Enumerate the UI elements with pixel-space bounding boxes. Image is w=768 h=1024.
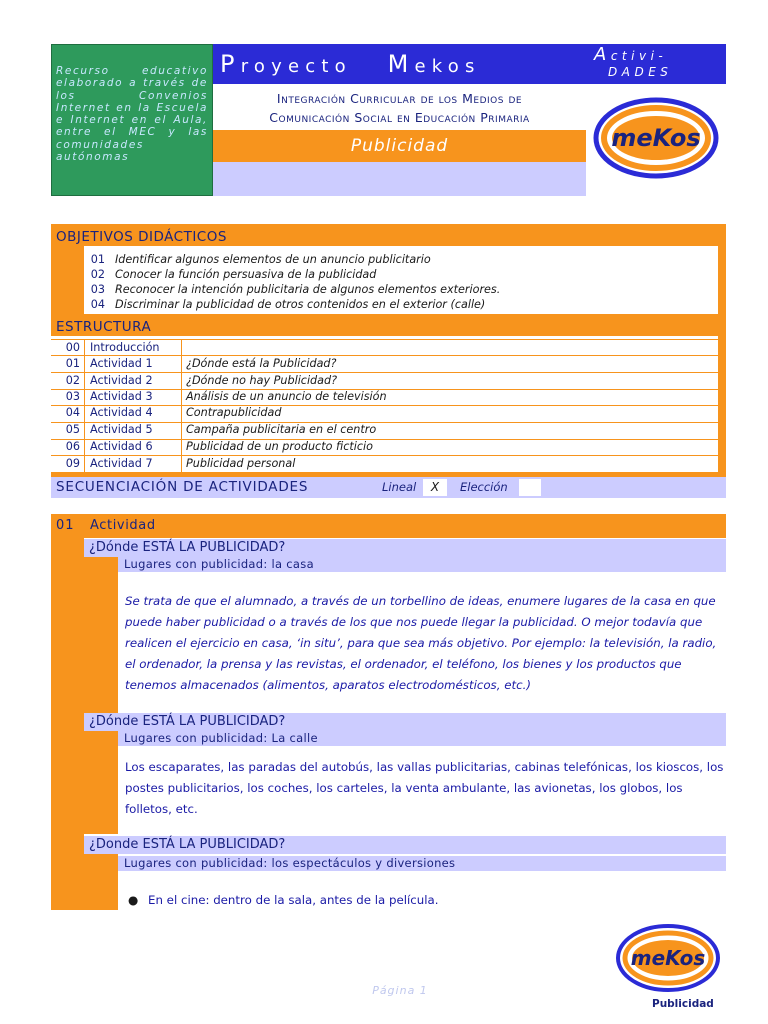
objetivo-row: 02 Conocer la función persuasiva de la publicidad (90, 268, 377, 281)
estructura-row: 03 Actividad 3 Análisis de un anuncio de televisión (65, 390, 387, 403)
estructura-row: 01 Actividad 1 ¿Dónde está la Publicidad? (65, 357, 337, 370)
actividad-title: Actividad (90, 518, 156, 533)
bullet-item (128, 891, 718, 909)
actividad-header (51, 514, 726, 538)
lineal-checkbox[interactable]: X (423, 479, 447, 496)
question-bar: ¿Dónde ESTÁ LA PUBLICIDAD? (84, 539, 726, 557)
svg-text:meKos: meKos (630, 946, 706, 970)
mekos-logo-icon (586, 84, 726, 196)
actividad-num: 01 (56, 518, 75, 533)
objetivo-row: 03 Reconocer la intención publicitaria de algunos elementos exteriores. (90, 283, 501, 296)
estructura-row: 04 Actividad 4 Contrapublicidad (65, 406, 282, 419)
bullet-text: En el cine: dentro de la sala, antes de la película. (148, 893, 439, 907)
sub-bar: Lugares con publicidad: los espectáculos y diversiones (118, 856, 726, 871)
actividad-side-bar (51, 538, 84, 910)
question-bar: ¿Dónde ESTÁ LA PUBLICIDAD? (84, 713, 726, 731)
header-lavender-strip (213, 162, 586, 196)
sub-bar: Lugares con publicidad: La calle (118, 731, 726, 746)
bullet-dot-icon: ● (128, 893, 139, 907)
subtitle-line-1: Integración Curricular de los Medios de (276, 91, 523, 106)
topic-title: Publicidad (213, 130, 586, 162)
objetivo-row: 01 Identificar algunos elementos de un anuncio publicitario (90, 253, 431, 266)
secuenciacion-bar (51, 477, 726, 498)
objetivos-header: OBJETIVOS DIDÁCTICOS (51, 224, 726, 246)
secuenciacion-title: SECUENCIACIÓN DE ACTIVIDADES (56, 479, 309, 495)
question-bar: ¿Donde ESTÁ LA PUBLICIDAD? (84, 836, 726, 854)
header-info-box (51, 44, 213, 196)
project-subtitle (213, 84, 586, 130)
mekos-logo-header (586, 84, 726, 196)
sub-bar: Lugares con publicidad: la casa (118, 557, 726, 572)
actividad-inner-side-2 (84, 730, 118, 834)
actividad-inner-side-3 (84, 854, 118, 910)
actividad-inner-side-1 (84, 555, 118, 713)
svg-text:meKos: meKos (611, 124, 701, 152)
estructura-row: 09 Actividad 7 Publicidad personal (65, 457, 296, 470)
estructura-header: ESTRUCTURA (51, 314, 726, 336)
project-title: Proyecto Mekos (220, 50, 481, 78)
estructura-row: 02 Actividad 2 ¿Dónde no hay Publicidad? (65, 374, 338, 387)
block-text: Se trata de que el alumnado, a través de un torbellino de ideas, enumere lugares de la casa en que puede haber publicidad o a través de los que nos puede llegar la publicidad. O mejor todavía que realicen el ejercicio en casa, ‘in situ’, para que sea más objetivo. Por ejemplo: la televisión, la radio, el ordenador, la prensa y las revistas, el ordenador, el teléfono, los bienes y los productos que tenemos almacenados (alimentos, aparatos electrodomésticos, etc.) (125, 594, 717, 692)
eleccion-label: Elección (460, 480, 508, 494)
header-info-text: Recurso educativo elaborado a través de los Convenios Internet en la Escuela e Internet en el Aula, entre el MEC y las comunidades autónomas (56, 65, 208, 164)
estructura-row: 05 Actividad 5 Campaña publicitaria en el centro (65, 423, 377, 436)
activities-label: Activi- DADES (586, 44, 726, 84)
mekos-logo-footer (612, 918, 724, 1014)
mekos-logo-icon (612, 918, 724, 998)
estructura-row: 00 Introducción (65, 341, 160, 354)
eleccion-checkbox[interactable] (519, 479, 541, 496)
subtitle-line-2: Comunicación Social en Educación Primaria (269, 110, 530, 125)
page-number: Página 1 (372, 984, 428, 997)
lineal-label: Lineal (382, 480, 417, 494)
block-text: Los escaparates, las paradas del autobús, las vallas publicitarias, cabinas telefónicas, los kioscos, los postes publicitarios, los coches, los carteles, la venta ambulante, las avionetas, los globos, los folletos, etc. (125, 760, 724, 816)
objetivo-row: 04 Discriminar la publicidad de otros contenidos en el exterior (calle) (90, 298, 486, 311)
estructura-row: 06 Actividad 6 Publicidad de un producto ficticio (65, 440, 373, 453)
logo-caption: Publicidad (652, 998, 714, 1010)
